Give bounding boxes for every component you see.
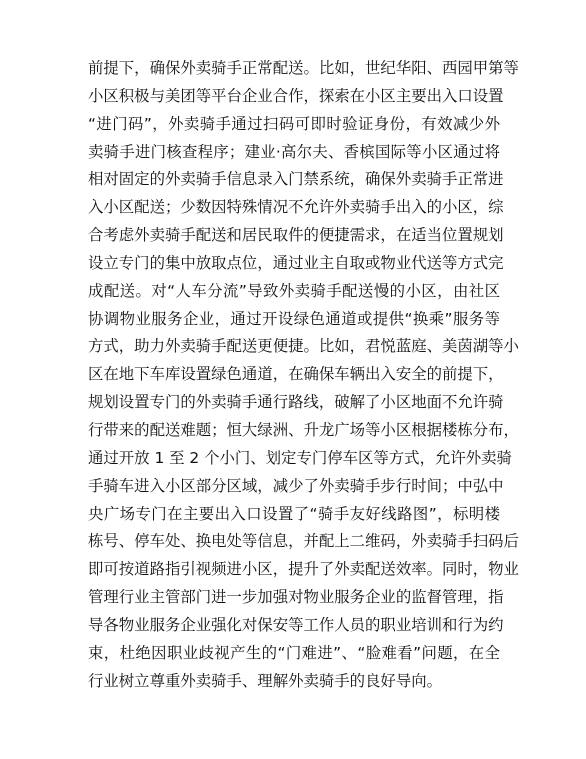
- text-line: 成配送。对“人车分流”导致外卖骑手配送慢的小区，由社区: [88, 281, 500, 300]
- text-line: 区在地下车库设置绿色通道，在确保车辆出入安全的前提下，: [88, 365, 504, 384]
- text-line: 卖骑手进门核查程序；建业·高尔夫、香槟国际等小区通过将: [88, 142, 500, 161]
- body-paragraph: [88, 55, 519, 695]
- text-line: 前提下，确保外卖骑手正常配送。比如，世纪华阳、西园甲第等: [88, 59, 519, 77]
- text-line: 小区积极与美团等平台企业合作，探索在小区主要出入口设置: [88, 86, 504, 105]
- text-line: 行带来的配送难题；恒大绿洲、升龙广场等小区根据楼栋分布，: [88, 420, 519, 439]
- text-line: 手骑车进入小区部分区域，减少了外卖骑手步行时间；中弘中: [88, 476, 504, 495]
- text-line: 通过开放 1 至 2 个小门、划定专门停车区等方式，允许外卖骑: [88, 448, 512, 467]
- text-line: “进门码”，外卖骑手通过扫码可即时验证身份，有效减少外: [88, 114, 500, 133]
- text-line: 相对固定的外卖骑手信息录入门禁系统，确保外卖骑手正常进: [88, 170, 504, 189]
- text-line: 央广场专门在主要出入口设置了“骑手友好线路图”，标明楼: [88, 504, 500, 523]
- text-line: 即可按道路指引视频进小区，提升了外卖配送效率。同时，物业: [88, 560, 519, 579]
- text-line: 设立专门的集中放取点位，通过业主自取或物业代送等方式完: [88, 253, 504, 272]
- text-line: 行业树立尊重外卖骑手、理解外卖骑手的良好导向。: [88, 671, 442, 690]
- text-line: 方式，助力外卖骑手配送更便捷。比如，君悦蓝庭、美茵湖等小: [88, 337, 519, 356]
- text-line: 导各物业服务企业强化对保安等工作人员的职业培训和行为约: [88, 615, 504, 634]
- text-line: 束，杜绝因职业歧视产生的“门难进”、“脸难看”问题，在全: [88, 643, 500, 662]
- text-line: 栋号、停车处、换电处等信息，并配上二维码，外卖骑手扫码后: [88, 532, 519, 551]
- text-line: 入小区配送；少数因特殊情况不允许外卖骑手出入的小区，综: [88, 198, 504, 217]
- text-line: 规划设置专门的外卖骑手通行路线，破解了小区地面不允许骑: [88, 393, 504, 412]
- text-line: 协调物业服务企业，通过开设绿色通道或提供“换乘”服务等: [88, 309, 500, 328]
- text-line: 管理行业主管部门进一步加强对物业服务企业的监督管理，指: [88, 588, 504, 607]
- text-line: 合考虑外卖骑手配送和居民取件的便捷需求，在适当位置规划: [88, 226, 504, 245]
